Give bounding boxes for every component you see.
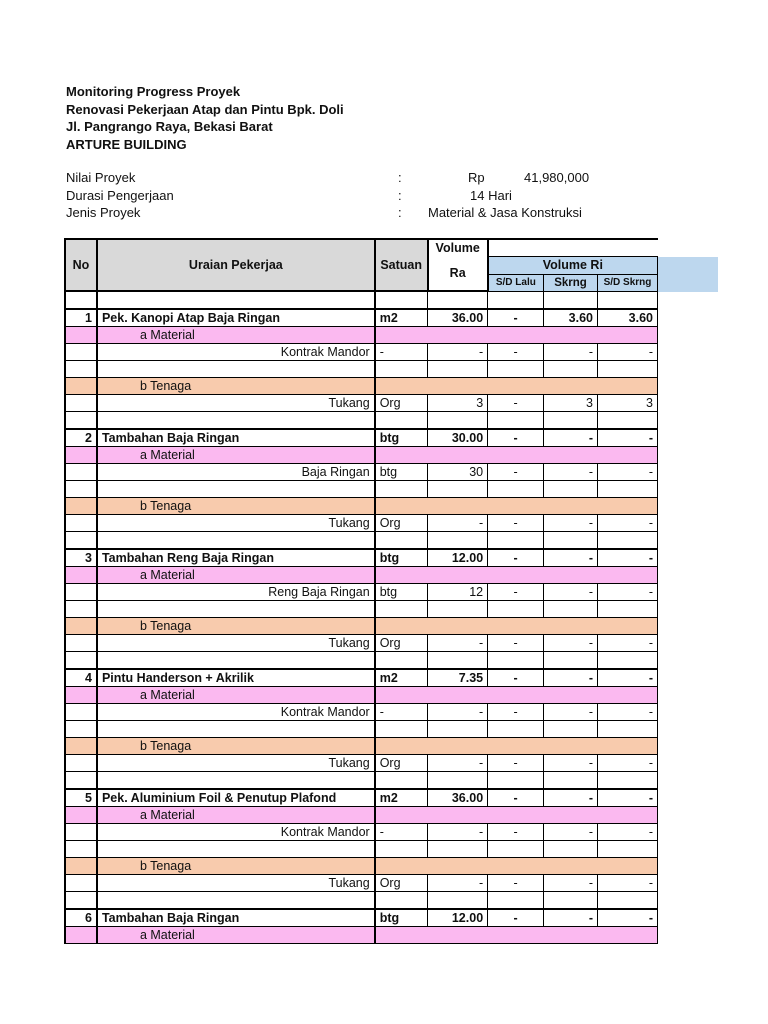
blank-row — [65, 892, 658, 910]
col-header-sd-skrng: S/D Skrng — [597, 274, 657, 291]
blank-cell — [544, 721, 598, 738]
material-detail-row-sd-lalu: - — [488, 704, 544, 721]
item-number: 4 — [65, 669, 97, 687]
item-title: Pintu Handerson + Akrilik — [97, 669, 375, 687]
blank-cell — [65, 841, 97, 858]
material-detail-row-sd-lalu: - — [488, 584, 544, 601]
blank-cell — [428, 361, 488, 378]
blank-cell — [488, 841, 544, 858]
label-no — [65, 807, 97, 824]
blank-cell — [597, 532, 657, 550]
item-number: 5 — [65, 789, 97, 807]
label-span — [375, 858, 658, 875]
item-title: Tambahan Baja Ringan — [97, 429, 375, 447]
material-label-row-text: a Material — [97, 447, 375, 464]
label-no — [65, 447, 97, 464]
detail-no — [65, 635, 97, 652]
label-no — [65, 858, 97, 875]
blank-cell — [597, 721, 657, 738]
label-span — [375, 687, 658, 704]
material-detail-row-skrng: - — [544, 584, 598, 601]
label-no — [65, 567, 97, 584]
tenaga-label-row-text: b Tenaga — [97, 498, 375, 515]
tenaga-label-row-text: b Tenaga — [97, 738, 375, 755]
blank-cell — [428, 601, 488, 618]
material-detail-row-sd-skrng: - — [597, 584, 657, 601]
blank-cell — [428, 892, 488, 910]
label-span — [375, 618, 658, 635]
item-skrng: 3.60 — [544, 309, 598, 327]
tenaga-detail-row-unit: Org — [375, 635, 428, 652]
project-info — [66, 169, 686, 222]
item-unit: btg — [375, 549, 428, 567]
material-detail-row-sd-skrng: - — [597, 344, 657, 361]
blank-cell — [597, 841, 657, 858]
blank-cell — [488, 532, 544, 550]
blank-cell — [97, 721, 375, 738]
material-detail-row — [65, 704, 658, 721]
info-separator: : — [398, 205, 402, 220]
blank-cell — [488, 721, 544, 738]
item-number: 2 — [65, 429, 97, 447]
material-label-row — [65, 327, 658, 344]
info-label: Jenis Proyek — [66, 205, 141, 220]
label-span — [375, 498, 658, 515]
blank-cell — [544, 361, 598, 378]
info-row-jenis — [66, 204, 686, 222]
item-sd-skrng: - — [597, 909, 657, 927]
section-row-2 — [65, 429, 658, 447]
header-title: Monitoring Progress Proyek — [66, 84, 241, 99]
material-label-row — [65, 687, 658, 704]
info-value: Material & Jasa Konstruksi — [428, 205, 582, 220]
tenaga-detail-row-volume-ra: - — [428, 875, 488, 892]
blank-row — [65, 291, 658, 309]
material-detail-row-skrng: - — [544, 824, 598, 841]
item-volume-ra: 12.00 — [428, 909, 488, 927]
item-volume-ra: 30.00 — [428, 429, 488, 447]
tenaga-detail-row — [65, 755, 658, 772]
item-title: Pek. Kanopi Atap Baja Ringan — [97, 309, 375, 327]
blank-cell — [428, 841, 488, 858]
item-number: 1 — [65, 309, 97, 327]
blank-cell — [597, 892, 657, 910]
item-sd-lalu: - — [488, 669, 544, 687]
tenaga-label-row — [65, 378, 658, 395]
item-sd-lalu: - — [488, 789, 544, 807]
blank-row — [65, 772, 658, 790]
blank-cell — [488, 772, 544, 790]
header-address: Jl. Pangrango Raya, Bekasi Barat — [66, 119, 273, 134]
item-skrng: - — [544, 549, 598, 567]
blank-cell — [597, 772, 657, 790]
item-volume-ra: 7.35 — [428, 669, 488, 687]
blank-cell — [544, 601, 598, 618]
blank-cell — [544, 532, 598, 550]
material-detail-row-unit: - — [375, 344, 428, 361]
blank-cell — [65, 481, 97, 498]
item-skrng: - — [544, 669, 598, 687]
header-project-name: Renovasi Pekerjaan Atap dan Pintu Bpk. Doli — [66, 101, 344, 117]
material-label-row-text: a Material — [97, 927, 375, 944]
item-skrng: - — [544, 789, 598, 807]
tenaga-label-row — [65, 498, 658, 515]
material-label-row — [65, 447, 658, 464]
material-detail-row-skrng: - — [544, 464, 598, 481]
blank-cell — [544, 772, 598, 790]
blank-cell — [597, 481, 657, 498]
tenaga-detail-row-unit: Org — [375, 395, 428, 412]
blank-cell — [375, 532, 428, 550]
label-no — [65, 738, 97, 755]
item-skrng: - — [544, 429, 598, 447]
label-span — [375, 447, 658, 464]
blank-cell — [375, 721, 428, 738]
item-sd-lalu: - — [488, 909, 544, 927]
tenaga-detail-row-sd-skrng: - — [597, 515, 657, 532]
header-blank — [488, 239, 658, 257]
tenaga-detail-row-item: Tukang — [97, 875, 375, 892]
tenaga-detail-row — [65, 515, 658, 532]
material-label-row-text: a Material — [97, 567, 375, 584]
blank-cell — [488, 892, 544, 910]
blank-cell — [97, 892, 375, 910]
item-title: Pek. Aluminium Foil & Penutup Plafond — [97, 789, 375, 807]
material-detail-row-item: Reng Baja Ringan — [97, 584, 375, 601]
tenaga-detail-row-volume-ra: - — [428, 755, 488, 772]
section-row-6 — [65, 909, 658, 927]
blank-cell — [428, 721, 488, 738]
tenaga-detail-row-skrng: - — [544, 635, 598, 652]
item-unit: btg — [375, 909, 428, 927]
blank-cell — [375, 772, 428, 790]
blank-cell — [97, 772, 375, 790]
material-detail-row-volume-ra: 30 — [428, 464, 488, 481]
tenaga-detail-row-sd-skrng: - — [597, 875, 657, 892]
tenaga-detail-row-item: Tukang — [97, 755, 375, 772]
tenaga-detail-row-sd-lalu: - — [488, 635, 544, 652]
item-volume-ra: 36.00 — [428, 789, 488, 807]
info-value: 41,980,000 — [524, 170, 590, 185]
material-detail-row-skrng: - — [544, 704, 598, 721]
item-sd-skrng: - — [597, 789, 657, 807]
info-value: 14 Hari — [470, 187, 512, 203]
tenaga-detail-row-skrng: - — [544, 755, 598, 772]
col-header-volume-ra-bottom: Ra — [428, 257, 488, 292]
document-header — [66, 83, 344, 153]
blank-cell — [65, 601, 97, 618]
blank-row — [65, 721, 658, 738]
label-span — [375, 738, 658, 755]
detail-no — [65, 344, 97, 361]
blank-cell — [488, 412, 544, 430]
blank-cell — [597, 601, 657, 618]
material-detail-row-item: Kontrak Mandor — [97, 344, 375, 361]
tenaga-detail-row-sd-lalu: - — [488, 515, 544, 532]
item-sd-skrng: - — [597, 429, 657, 447]
blank-cell — [375, 841, 428, 858]
blank-row — [65, 481, 658, 498]
header-row-top — [65, 239, 658, 257]
material-label-row — [65, 807, 658, 824]
label-no — [65, 687, 97, 704]
blank-cell — [428, 532, 488, 550]
item-unit: m2 — [375, 309, 428, 327]
col-header-volume-ri: Volume Ri — [488, 257, 658, 275]
tenaga-detail-row-item: Tukang — [97, 515, 375, 532]
header-company: ARTURE BUILDING — [66, 136, 187, 152]
blank-row — [65, 412, 658, 430]
material-label-row-text: a Material — [97, 687, 375, 704]
material-detail-row-skrng: - — [544, 344, 598, 361]
material-detail-row-unit: - — [375, 704, 428, 721]
section-row-1 — [65, 309, 658, 327]
col-header-volume-ra-top: Volume — [428, 239, 488, 257]
material-detail-row-sd-lalu: - — [488, 464, 544, 481]
blank-row — [65, 532, 658, 550]
material-detail-row — [65, 464, 658, 481]
col-header-satuan: Satuan — [375, 239, 428, 291]
blank-cell — [544, 652, 598, 670]
blank-row — [65, 652, 658, 670]
material-detail-row-unit: btg — [375, 584, 428, 601]
volume-ri-band-overflow — [657, 257, 718, 292]
tenaga-detail-row-sd-skrng: - — [597, 755, 657, 772]
blank-cell — [97, 481, 375, 498]
blank-cell — [65, 412, 97, 430]
info-separator: : — [398, 170, 402, 185]
item-volume-ra: 12.00 — [428, 549, 488, 567]
item-number: 6 — [65, 909, 97, 927]
col-header-no: No — [65, 239, 97, 291]
blank-cell — [544, 412, 598, 430]
detail-no — [65, 584, 97, 601]
blank-cell — [375, 481, 428, 498]
tenaga-detail-row — [65, 635, 658, 652]
material-label-row-text: a Material — [97, 327, 375, 344]
tenaga-detail-row — [65, 395, 658, 412]
tenaga-detail-row — [65, 875, 658, 892]
blank-cell — [375, 652, 428, 670]
blank-row — [65, 841, 658, 858]
material-detail-row-sd-skrng: - — [597, 464, 657, 481]
label-span — [375, 927, 658, 944]
tenaga-label-row — [65, 618, 658, 635]
material-detail-row-volume-ra: - — [428, 824, 488, 841]
tenaga-detail-row-item: Tukang — [97, 635, 375, 652]
blank-cell — [544, 841, 598, 858]
tenaga-detail-row-item: Tukang — [97, 395, 375, 412]
blank-cell — [488, 361, 544, 378]
material-detail-row-sd-skrng: - — [597, 824, 657, 841]
material-label-row — [65, 927, 658, 944]
label-no — [65, 618, 97, 635]
info-prefix: Rp — [468, 170, 485, 185]
tenaga-detail-row-volume-ra: - — [428, 635, 488, 652]
blank-cell — [65, 361, 97, 378]
item-unit: m2 — [375, 669, 428, 687]
blank-cell — [97, 361, 375, 378]
tenaga-label-row-text: b Tenaga — [97, 378, 375, 395]
tenaga-detail-row-unit: Org — [375, 875, 428, 892]
item-unit: btg — [375, 429, 428, 447]
tenaga-detail-row-skrng: - — [544, 515, 598, 532]
material-label-row-text: a Material — [97, 807, 375, 824]
item-skrng: - — [544, 909, 598, 927]
item-sd-skrng: 3.60 — [597, 309, 657, 327]
material-detail-row-volume-ra: - — [428, 704, 488, 721]
label-span — [375, 807, 658, 824]
blank-cell — [428, 652, 488, 670]
material-detail-row-sd-lalu: - — [488, 824, 544, 841]
item-sd-lalu: - — [488, 309, 544, 327]
col-header-sd-lalu: S/D Lalu — [488, 274, 544, 291]
info-row-durasi — [66, 187, 686, 205]
blank-cell — [375, 361, 428, 378]
tenaga-detail-row-volume-ra: - — [428, 515, 488, 532]
info-label: Nilai Proyek — [66, 170, 136, 185]
label-span — [375, 327, 658, 344]
blank-cell — [65, 652, 97, 670]
tenaga-detail-row-sd-skrng: 3 — [597, 395, 657, 412]
material-detail-row-unit: btg — [375, 464, 428, 481]
item-sd-lalu: - — [488, 429, 544, 447]
section-row-4 — [65, 669, 658, 687]
section-row-3 — [65, 549, 658, 567]
blank-cell — [65, 772, 97, 790]
info-row-nilai — [66, 169, 686, 187]
blank-cell — [97, 652, 375, 670]
blank-row — [65, 601, 658, 618]
tenaga-label-row — [65, 738, 658, 755]
item-number: 3 — [65, 549, 97, 567]
label-span — [375, 567, 658, 584]
blank-cell — [488, 481, 544, 498]
detail-no — [65, 704, 97, 721]
label-no — [65, 378, 97, 395]
tenaga-detail-row-sd-lalu: - — [488, 395, 544, 412]
detail-no — [65, 464, 97, 481]
material-detail-row-sd-skrng: - — [597, 704, 657, 721]
blank-cell — [597, 361, 657, 378]
tenaga-detail-row-unit: Org — [375, 755, 428, 772]
progress-table — [64, 238, 658, 944]
blank-cell — [65, 721, 97, 738]
item-volume-ra: 36.00 — [428, 309, 488, 327]
progress-table-wrapper — [64, 238, 658, 958]
blank-cell — [544, 481, 598, 498]
blank-cell — [488, 601, 544, 618]
detail-no — [65, 515, 97, 532]
blank-row — [65, 361, 658, 378]
item-unit: m2 — [375, 789, 428, 807]
tenaga-detail-row-skrng: - — [544, 875, 598, 892]
item-title: Tambahan Reng Baja Ringan — [97, 549, 375, 567]
detail-no — [65, 395, 97, 412]
material-detail-row-volume-ra: - — [428, 344, 488, 361]
item-sd-skrng: - — [597, 669, 657, 687]
tenaga-detail-row-sd-lalu: - — [488, 875, 544, 892]
blank-cell — [375, 412, 428, 430]
blank-cell — [597, 652, 657, 670]
material-detail-row-sd-lalu: - — [488, 344, 544, 361]
blank-cell — [488, 652, 544, 670]
detail-no — [65, 755, 97, 772]
material-detail-row — [65, 584, 658, 601]
tenaga-label-row-text: b Tenaga — [97, 858, 375, 875]
detail-no — [65, 875, 97, 892]
label-span — [375, 378, 658, 395]
col-header-uraian: Uraian Pekerjaa — [97, 239, 375, 291]
tenaga-detail-row-skrng: 3 — [544, 395, 598, 412]
tenaga-detail-row-sd-lalu: - — [488, 755, 544, 772]
info-label: Durasi Pengerjaan — [66, 187, 174, 203]
blank-cell — [375, 892, 428, 910]
blank-cell — [97, 601, 375, 618]
material-detail-row — [65, 344, 658, 361]
blank-cell — [428, 412, 488, 430]
blank-cell — [544, 892, 598, 910]
tenaga-detail-row-volume-ra: 3 — [428, 395, 488, 412]
blank-cell — [65, 532, 97, 550]
blank-cell — [97, 412, 375, 430]
tenaga-detail-row-unit: Org — [375, 515, 428, 532]
material-detail-row-item: Kontrak Mandor — [97, 704, 375, 721]
col-header-skrng: Skrng — [544, 274, 598, 291]
material-detail-row — [65, 824, 658, 841]
blank-cell — [428, 481, 488, 498]
blank-cell — [97, 532, 375, 550]
blank-cell — [65, 892, 97, 910]
tenaga-label-row — [65, 858, 658, 875]
label-no — [65, 927, 97, 944]
label-no — [65, 327, 97, 344]
material-label-row — [65, 567, 658, 584]
blank-cell — [597, 412, 657, 430]
section-row-5 — [65, 789, 658, 807]
detail-no — [65, 824, 97, 841]
material-detail-row-volume-ra: 12 — [428, 584, 488, 601]
label-no — [65, 498, 97, 515]
tenaga-label-row-text: b Tenaga — [97, 618, 375, 635]
material-detail-row-item: Baja Ringan — [97, 464, 375, 481]
item-title: Tambahan Baja Ringan — [97, 909, 375, 927]
item-sd-skrng: - — [597, 549, 657, 567]
tenaga-detail-row-sd-skrng: - — [597, 635, 657, 652]
material-detail-row-unit: - — [375, 824, 428, 841]
blank-cell — [428, 772, 488, 790]
info-separator: : — [398, 187, 402, 203]
material-detail-row-item: Kontrak Mandor — [97, 824, 375, 841]
blank-cell — [97, 841, 375, 858]
item-sd-lalu: - — [488, 549, 544, 567]
blank-cell — [375, 601, 428, 618]
